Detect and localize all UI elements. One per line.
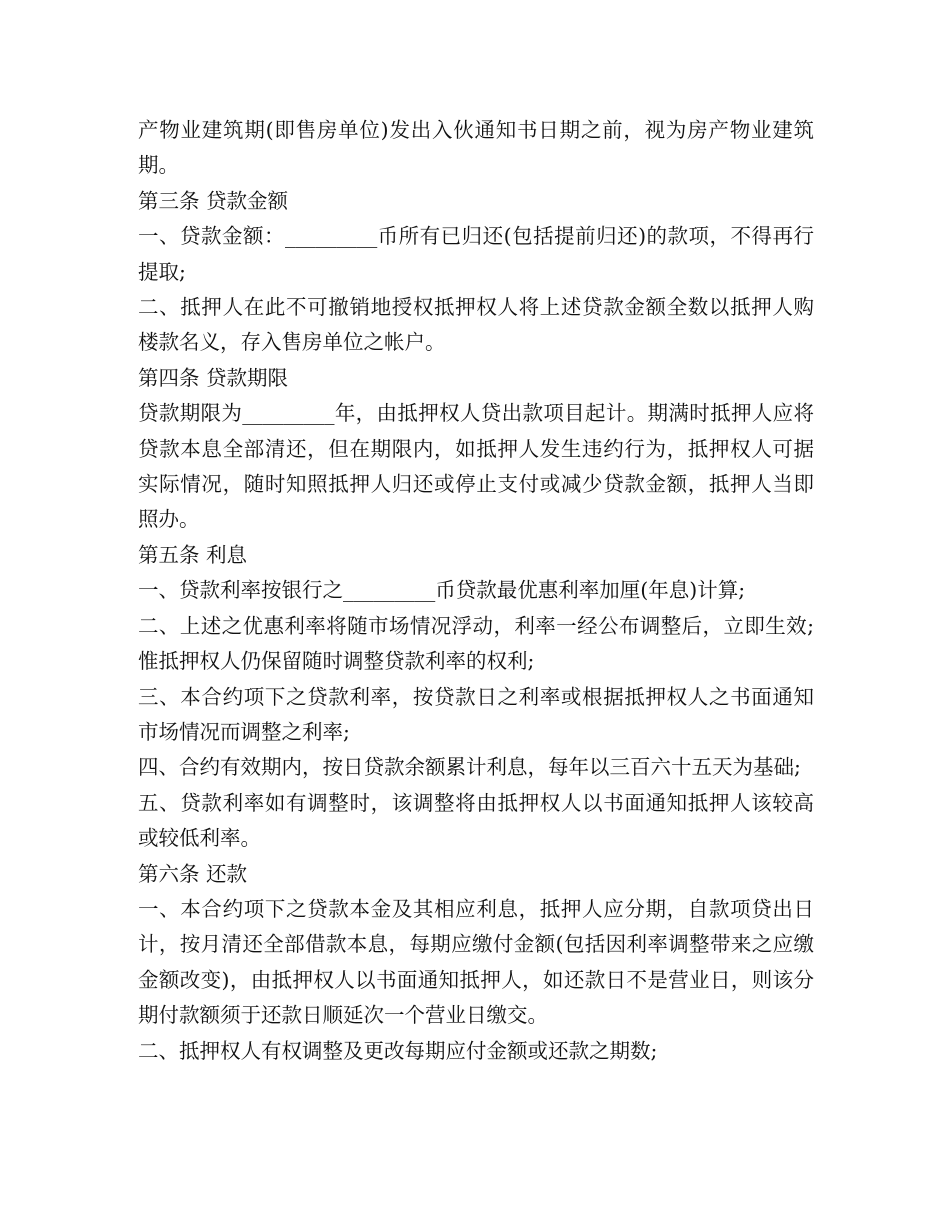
- article-3-clause-1: 一、贷款金额：_________币所有已归还(包括提前归还)的款项，不得再行提取;: [138, 224, 814, 284]
- article-6-clause-2: 二、抵押权人有权调整及更改每期应付金额或还款之期数;: [138, 1038, 658, 1063]
- paragraph-continuation: 产物业建筑期(即售房单位)发出入伙通知书日期之前，视为房产物业建筑期。: [138, 118, 814, 178]
- article-3-clause-2: 二、抵押人在此不可撤销地授权抵押权人将上述贷款金额全数以抵押人购楼款名义，存入售房单位之帐户。: [138, 295, 814, 355]
- article-5-heading: 第五条 利息: [138, 542, 248, 567]
- article-6-clause-1: 一、本合约项下之贷款本金及其相应利息，抵押人应分期，自款项贷出日计，按月清还全部借款本息，每期应缴付金额(包括因利率调整带来之应缴金额改变)，由抵押权人以书面通知抵押人，如还款日不是营业日，则该分期付款额须于还款日顺延次一个营业日缴交。: [138, 896, 814, 1028]
- article-4-heading: 第四条 贷款期限: [138, 365, 289, 390]
- article-4-body: 贷款期限为_________年，由抵押权人贷出款项目起计。期满时抵押人应将贷款本息全部清还，但在期限内，如抵押人发生违约行为，抵押权人可据实际情况，随时知照抵押人归还或停止支付或减少贷款金额，抵押人当即照办。: [138, 401, 814, 532]
- article-5-clause-5: 五、贷款利率如有调整时，该调整将由抵押权人以书面通知抵押人该较高或较低利率。: [138, 790, 814, 851]
- article-3-heading: 第三条 贷款金额: [138, 188, 289, 213]
- article-5-clause-1: 一、贷款利率按银行之_________币贷款最优惠利率加厘(年息)计算;: [138, 578, 746, 603]
- article-5-clause-3: 三、本合约项下之贷款利率，按贷款日之利率或根据抵押权人之书面通知市场情况而调整之利率;: [138, 684, 814, 744]
- article-5-clause-2: 二、上述之优惠利率将随市场情况浮动，利率一经公布调整后，立即生效;惟抵押权人仍保留随时调整贷款利率的权利;: [138, 613, 814, 674]
- document-body: [138, 113, 814, 1069]
- article-5-clause-4: 四、合约有效期内，按日贷款余额累计利息，每年以三百六十五天为基础;: [138, 755, 801, 780]
- article-6-heading: 第六条 还款: [138, 861, 248, 886]
